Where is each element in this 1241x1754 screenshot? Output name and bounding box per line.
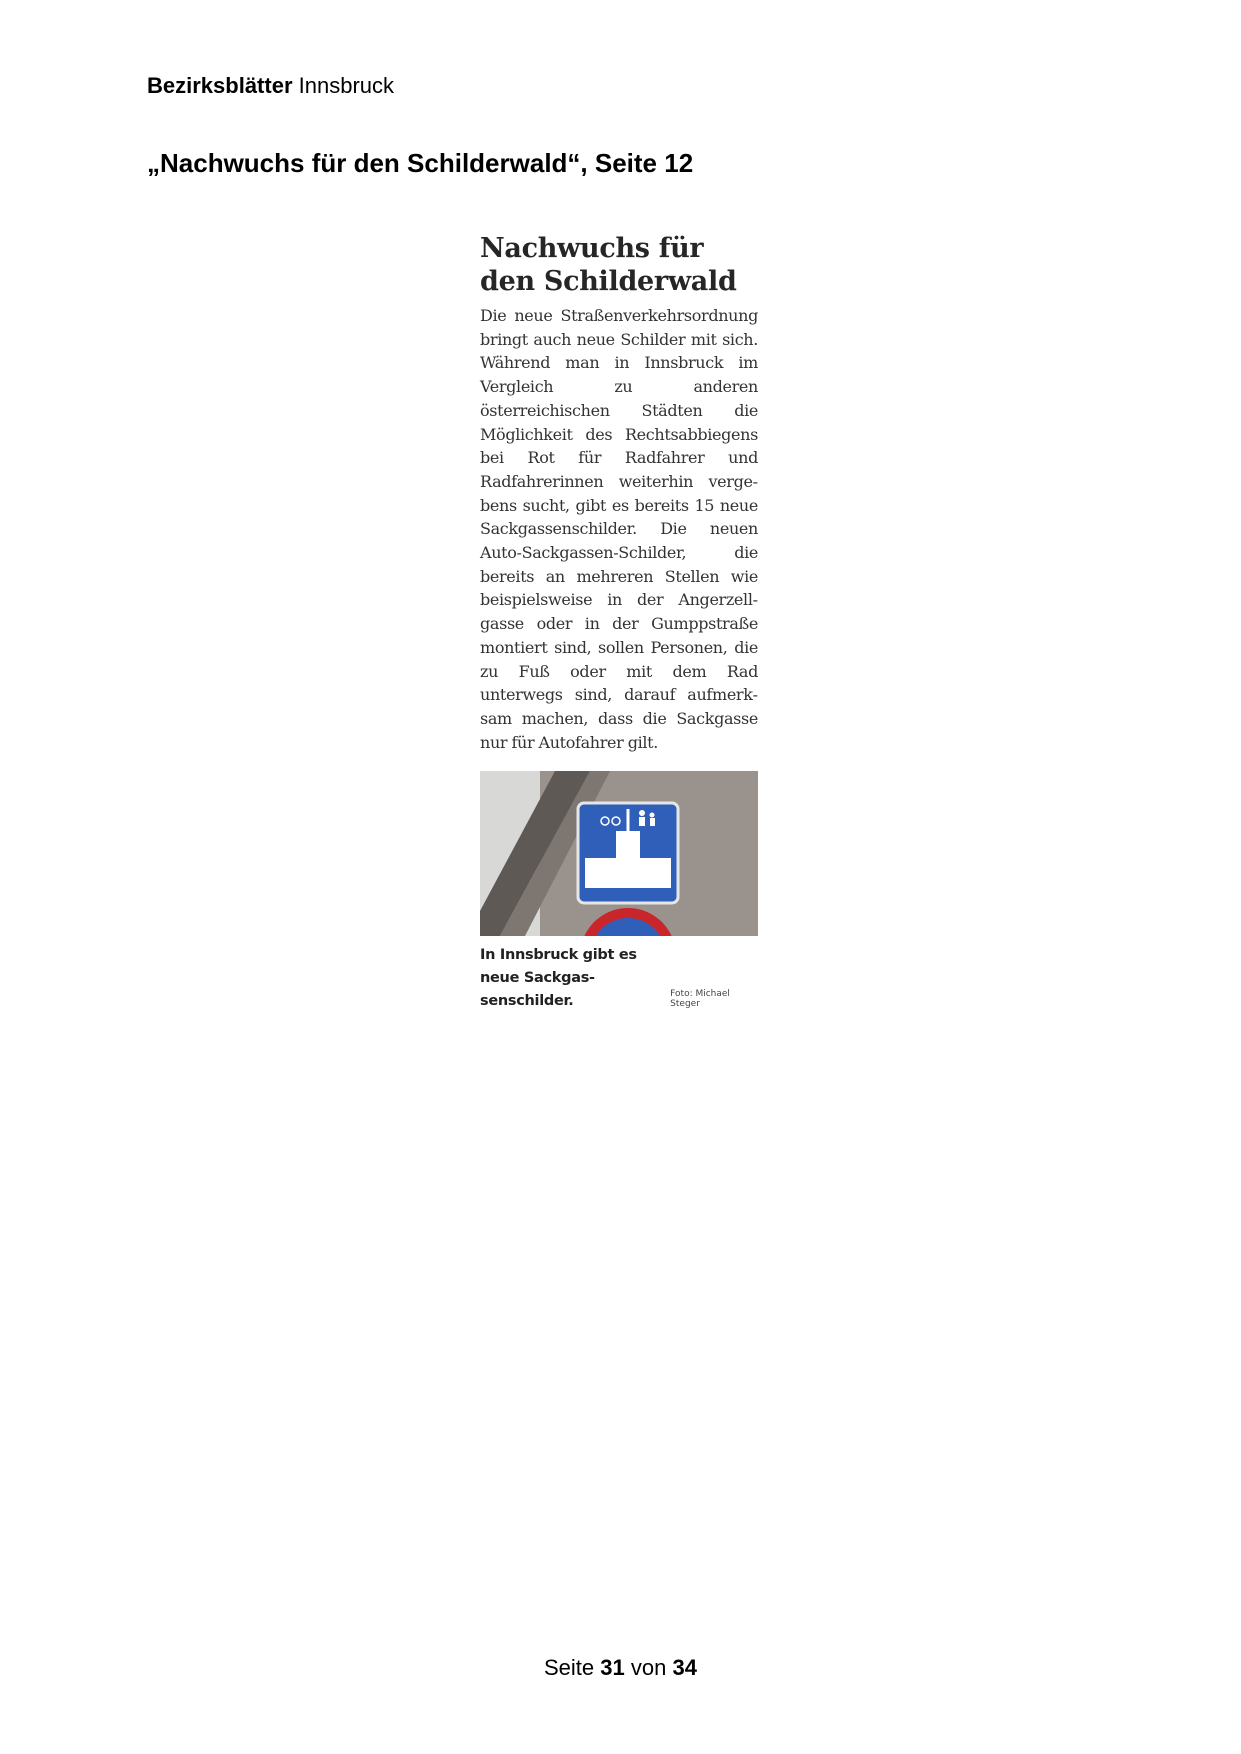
article-reference: „Nachwuchs für den Schilderwald“, Seite 12 (147, 148, 694, 178)
newspaper-clipping (480, 232, 758, 1013)
publication-name (147, 72, 394, 100)
caption-text: In Innsbruck gibt es neue Sackgassenschilder. (480, 947, 637, 1010)
photo-illustration (480, 771, 758, 936)
publication-location: Innsbruck (298, 73, 395, 98)
photo-caption (480, 944, 758, 1013)
page-total: 34 (672, 1655, 697, 1680)
dead-end-sign-photo (480, 771, 758, 936)
publication-bold: Bezirksblätter (147, 73, 293, 98)
page-middle: von (630, 1655, 667, 1680)
dead-end-sign-icon (578, 803, 678, 903)
headline-line-1: Nachwuchs für (480, 233, 704, 264)
headline-line-2: den Schilderwald (480, 266, 737, 297)
photo-credit: Foto: Michael Steger (670, 989, 730, 1010)
page-current: 31 (600, 1655, 625, 1680)
article-headline (480, 232, 758, 298)
page-prefix: Seite (544, 1655, 595, 1680)
page-number (0, 1655, 1241, 1681)
article-body: Die neue Straßenverkehrsordnung bringt auch neue Schilder mit sich. Während man in Innsbruck im Vergleich zu anderen österreichischen Städten die Möglichkeit des Rechtsabbiegens bei Rot für Radfahrer und Radfahrerinnen weiterhin vergebens sucht, gibt es bereits 15 neue Sackgassenschilder. Die neuen Auto-Sackgassen-Schilder, die bereits an mehreren Stellen wie beispielsweise in der Angerzellgasse oder in der Gumppstraße montiert sind, sollen Personen, die zu Fuß oder mit dem Rad unterwegs sind, darauf aufmerksam machen, dass die Sackgasse nur für Autofahrer gilt. (480, 306, 758, 752)
